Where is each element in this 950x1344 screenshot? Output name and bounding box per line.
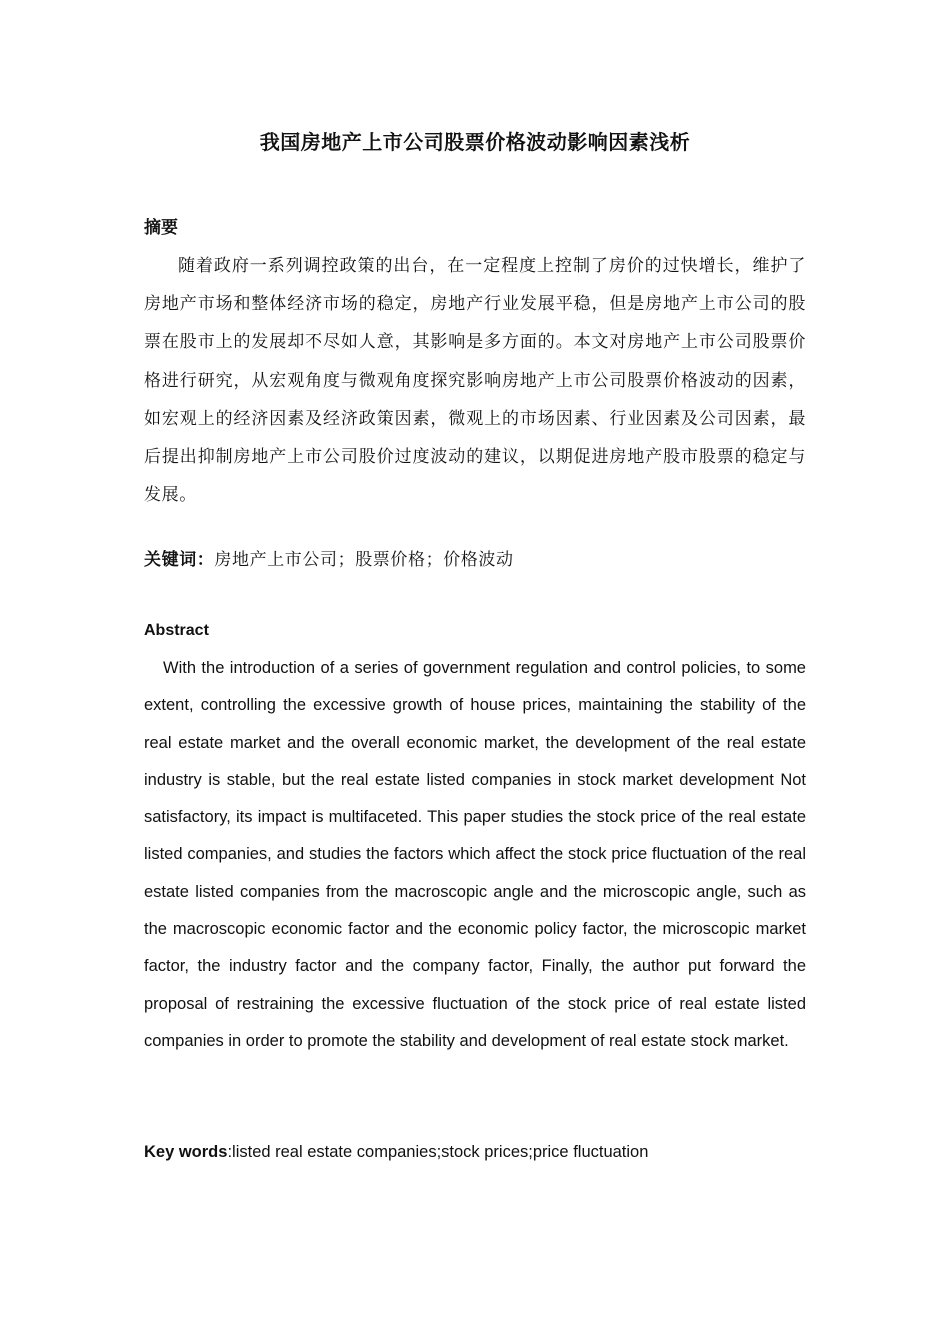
chinese-keywords-value: 房地产上市公司；股票价格；价格波动 [214,550,514,570]
english-keywords-value: :listed real estate companies;stock prices;price fluctuation [227,1143,649,1161]
chinese-keywords [144,545,514,575]
english-abstract-heading: Abstract [144,622,209,639]
chinese-abstract-body: 随着政府一系列调控政策的出台，在一定程度上控制了房价的过快增长，维护了房地产市场和整体经济市场的稳定，房地产行业发展平稳，但是房地产上市公司的股票在股市上的发展却不尽如人意，其影响是多方面的。本文对房地产上市公司股票价格进行研究，从宏观角度与微观角度探究影响房地产上市公司股票价格波动的因素，如宏观上的经济因素及经济政策因素，微观上的市场因素、行业因素及公司因素，最后提出抑制房地产上市公司股价过度波动的建议，以期促进房地产股市股票的稳定与发展。 [144,256,806,506]
document-title: 我国房地产上市公司股票价格波动影响因素浅析 [259,130,691,154]
chinese-abstract-heading: 摘要 [144,218,178,238]
english-abstract-body: With the introduction of a series of government regulation and control policies, to some extent, controlling the excessive growth of house prices, maintaining the stability of the real estate market and the overall economic market, the development of the real estate industry is stable, but the real estate listed companies in stock market development Not satisfactory, its impact is multifaceted. This paper studies the stock price of the real estate listed companies, and studies the factors which affect the stock price fluctuation of the real estate listed companies from the macroscopic angle and the microscopic angle, such as the macroscopic economic factor and the economic policy factor, the microscopic market factor, the industry factor and the company factor, Finally, the author put forward the proposal of restraining the excessive fluctuation of the stock price of real estate listed companies in order to promote the stability and development of real estate stock market. [144,659,806,1050]
english-keywords [144,1138,648,1166]
english-keywords-label: Key words [144,1143,228,1161]
chinese-keywords-label: 关键词： [144,550,215,570]
